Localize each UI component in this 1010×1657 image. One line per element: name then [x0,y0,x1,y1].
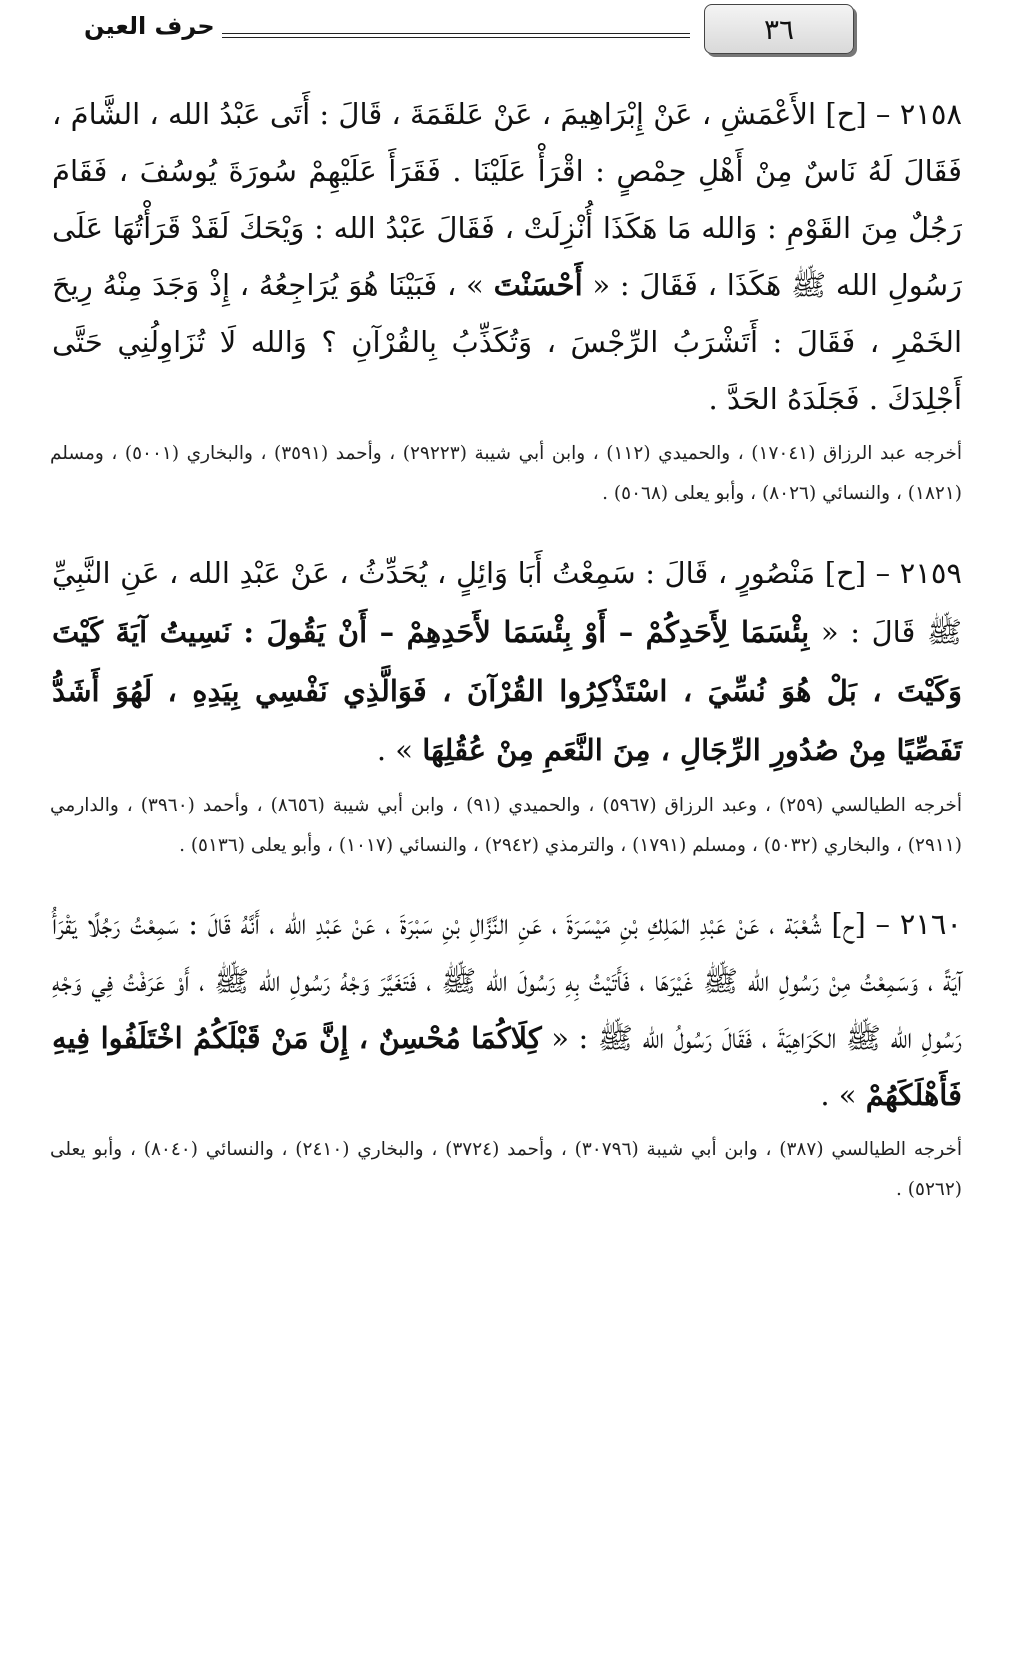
hadith-text [44,86,962,428]
hadith-text-part: » ، فَبَيْنَا هُوَ يُرَاجِعُهُ ، إِذْ وَجَدَ مِنْهُ رِيحَ الخَمْرِ ، فَقَالَ : أَتَشْرَبُ الرِّجْسَ ، وَتُكَذِّبُ بِالقُرْآنِ ؟ وَالله لَا تُزَاوِلُنِي حَتَّى أَجْلِدَكَ . فَجَلَدَهُ الحَدَّ . [52,268,962,416]
hadith-quote-bold: كِلَاكُمَا مُحْسِنٌ ، إِنَّ مَنْ قَبْلَكُمُ اخْتَلَفُوا فِيهِ فَأَهْلَكَهُمْ [52,1021,962,1112]
hadith-text-part: مَنْصُورٍ ، قَالَ : سَمِعْتُ أَبَا وَائِلٍ ، يُحَدِّثُ ، عَنْ عَبْدِ الله ، عَنِ النَّبِيِّ ﷺ قَالَ : « [52,556,962,649]
hadith-text-part: » . [820,1078,866,1112]
chapter-title: حرف العين [84,12,215,40]
header-rule [222,33,690,38]
hadith-quote-bold: أَحْسَنْتَ [493,268,583,302]
page-header [44,0,962,80]
hadith-number: ٢١٥٨ – [ح] [825,97,962,131]
page-number: ٣٦ [763,12,795,46]
takhrij-note: أخرجه عبد الرزاق (١٧٠٤١) ، والحميدي (١١٢) ، وابن أبي شيبة (٢٩٢٢٣) ، وأحمد (٣٥٩١) ، والبخاري (٥٠٠١) ، ومسلم (١٨٢١) ، والنسائي (٨٠٢٦) ، وأبو يعلى (٥٠٦٨) . [50,443,962,504]
hadith-number: ٢١٥٩ – [ح] [824,556,962,590]
hadith-quote-bold: بِئْسَمَا لِأَحَدِكُمْ – أَوْ بِئْسَمَا لأَحَدِهِمْ – أَنْ يَقُولَ : نَسِيتُ آيَةَ كَيْتَ وَكَيْتَ ، بَلْ هُوَ نُسِّيَ ، اسْتَذْكِرُوا القُرْآنَ ، فَوَالَّذِي نَفْسِي بِيَدِهِ ، لَهُوَ أَشَدُّ تَفَصِّيًا مِنْ صُدُورِ الرِّجَالِ ، مِنَ النَّعَمِ مِنْ عُقُلِهَا [52,615,962,767]
hadith-entry-2159 [44,544,962,866]
page-number-box [704,4,854,54]
hadith-text [44,896,962,1124]
hadith-number: ٢١٦٠ – [ح] [831,907,962,941]
takhrij-note: أخرجه الطيالسي (٣٨٧) ، وابن أبي شيبة (٣٠٧٩٦) ، وأحمد (٣٧٢٤) ، والبخاري (٢٤١٠) ، والنسائي (٨٠٤٠) ، وأبو يعلى (٥٢٦٢) . [50,1139,962,1200]
hadith-text-part: شُعْبَة ، عَنْ عَبْدِ المَلِكِ بْنِ مَيْسَرَةَ ، عَنِ النَّزَّالِ بْنِ سَبْرَةَ ، عَنْ عَبْدِ الله ، أَنَّهُ قَالَ : سَمِعْتُ رَجُلًا يَقْرَأُ آيَةً ، وَسَمِعْتُ مِنْ رَسُولِ الله ﷺ غَيْرَهَا ، فَأَتَيْتُ بِهِ رَسُولَ الله ﷺ ، فَتَغَيَّرَ وَجْهُ رَسُولِ الله ﷺ ، أَوْ عَرَفْتُ فِي وَجْهِ رَسُولِ الله ﷺ الكَرَاهِيَةَ ، فَقَالَ رَسُولُ الله ﷺ : « [52,907,963,1055]
hadith-text [44,544,962,780]
hadith-text-part: الأَعْمَشِ ، عَنْ إِبْرَاهِيمَ ، عَنْ عَلقَمَةَ ، قَالَ : أَتَى عَبْدُ الله ، الشَّامَ ، فَقَالَ لَهُ نَاسٌ مِنْ أَهْلِ حِمْصٍ : اقْرَأْ عَلَيْنَا . فَقَرَأَ عَلَيْهِمْ سُورَةَ يُوسُفَ ، فَقَامَ رَجُلٌ مِنَ القَوْمِ : وَالله مَا هَكَذَا أُنْزِلَتْ ، فَقَالَ عَبْدُ الله : وَيْحَكَ لَقَدْ قَرَأْتُهَا عَلَى رَسُولِ الله ﷺ هَكَذَا ، فَقَالَ : « [52,97,963,302]
takhrij-note: أخرجه الطيالسي (٢٥٩) ، وعبد الرزاق (٥٩٦٧) ، والحميدي (٩١) ، وابن أبي شيبة (٨٦٥٦) ، وأحمد (٣٩٦٠) ، والدارمي (٢٩١١) ، والبخاري (٥٠٣٢) ، ومسلم (١٧٩١) ، والترمذي (٢٩٤٢) ، والنسائي (١٠١٧) ، وأبو يعلى (٥١٣٦) . [50,795,962,856]
hadith-entry-2160 [44,896,962,1210]
hadith-entry-2158 [44,86,962,514]
hadith-text-part: » . [376,733,423,767]
